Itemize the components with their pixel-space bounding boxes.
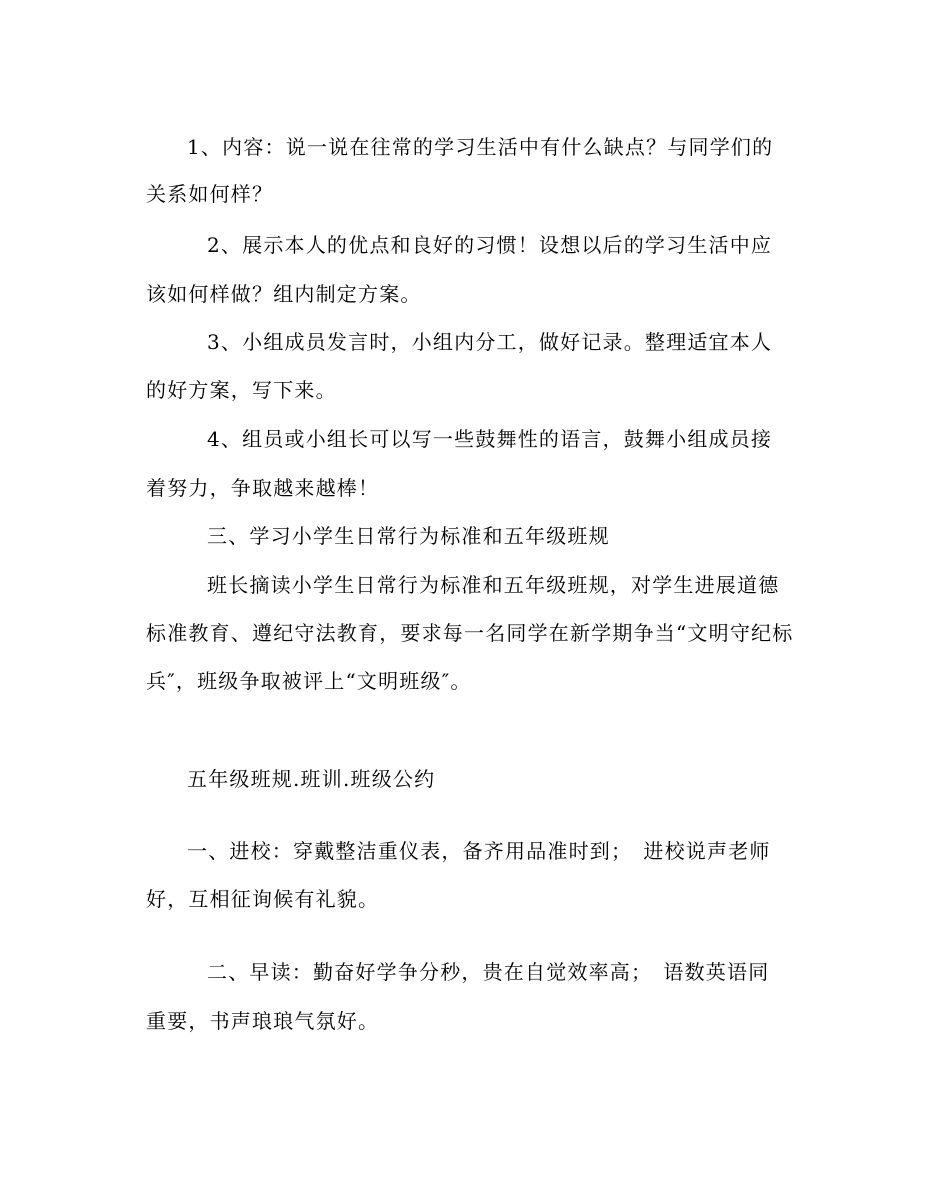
paragraph-6-line-3: 兵″，班级争取被评上“文明班级″。 [146,669,472,693]
paragraph-4-line-2: 着努力，争取越来越棒！ [146,476,380,500]
rule-2-line-2: 重要，书声琅琅气氛好。 [146,1009,380,1033]
paragraph-3-line-2: 的好方案，写下来。 [146,378,337,402]
section-heading-3: 三、学习小学生日常行为标准和五年级班规 [207,524,610,548]
paragraph-4-line-1: 4、组员或小组长可以写一些鼓舞性的语言，鼓舞小组成员接 [207,427,773,451]
paragraph-6-line-2: 标准教育、遵纪守法教育，要求每一名同学在新学期争当“文明守纪标 [146,621,794,645]
paragraph-3-line-1: 3、小组成员发言时，小组内分工，做好记录。整理适宜本人 [207,330,773,354]
rule-1-line-2: 好，互相征询候有礼貌。 [146,887,380,911]
rule-2-line-1: 二、早读：勤奋好学争分秒，贵在自觉效率高； 语数英语同 [207,960,770,984]
rule-1-line-1: 一、进校：穿戴整洁重仪表，备齐用品准时到； 进校说声老师 [187,839,771,863]
class-rules-title: 五年级班规.班训.班级公约 [187,767,436,791]
paragraph-6-line-1: 班长摘读小学生日常行为标准和五年级班规，对学生进展道德 [207,573,780,597]
paragraph-2-line-1: 2、展示本人的优点和良好的习惯！设想以后的学习生活中应 [207,233,773,257]
paragraph-1-line-2: 关系如何样？ [146,182,274,206]
paragraph-1-line-1: 1、内容：说一说在往常的学习生活中有什么缺点？与同学们的 [187,135,774,159]
paragraph-2-line-2: 该如何样做？组内制定方案。 [146,282,422,306]
